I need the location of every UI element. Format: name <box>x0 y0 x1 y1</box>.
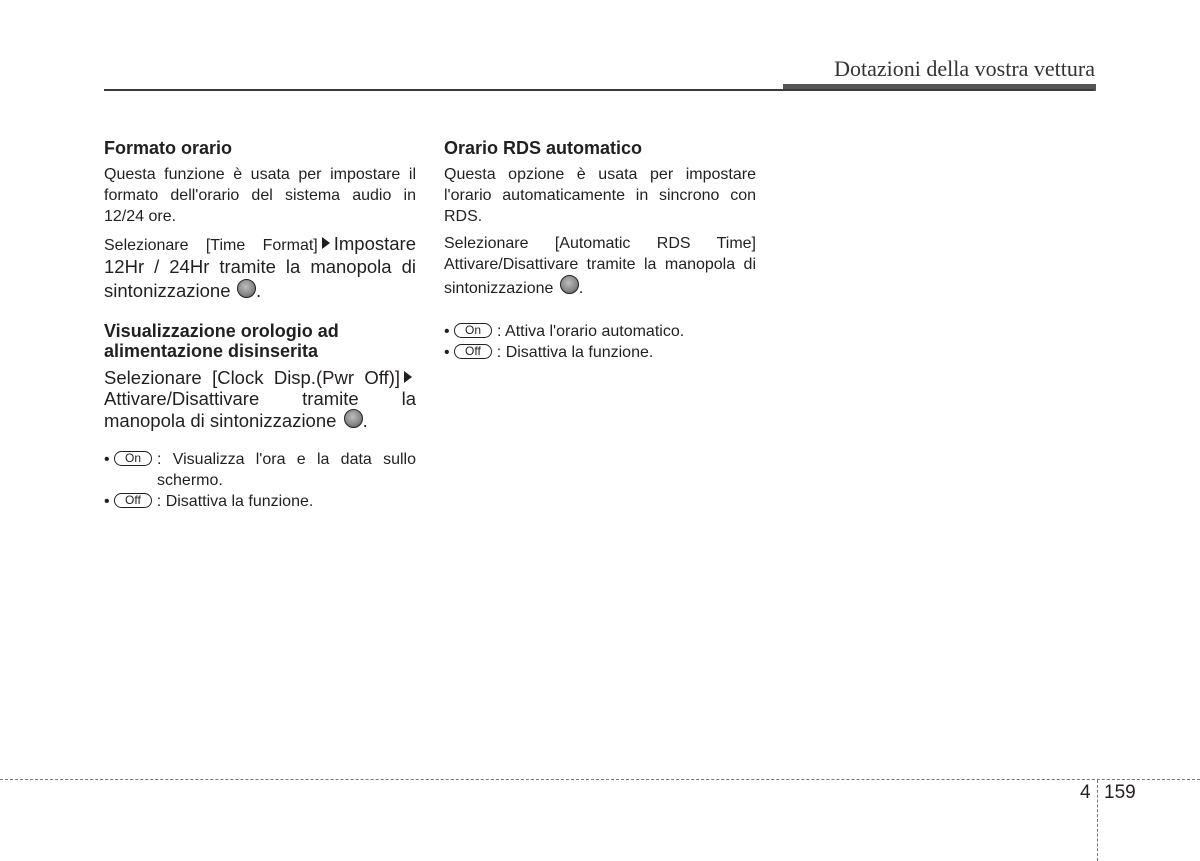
list-item: • Off : Disattiva la funzione. <box>444 342 756 363</box>
page-number: 159 <box>1104 782 1136 803</box>
arrow-right-icon <box>404 371 412 383</box>
option-text: : Visualizza l'ora e la data sullo schermo. <box>157 451 416 489</box>
select-instruction <box>104 367 416 431</box>
select-action: Impostare 12Hr / 24Hr tramite la manopola di sintonizzazione <box>104 233 416 301</box>
tuning-knob-icon <box>344 409 363 428</box>
select-prefix: Selezionare [Clock Disp.(Pwr Off)] <box>104 367 400 388</box>
section-description: Questa opzione è usata per impostare l'orario automaticamente in sincrono con RDS. <box>444 166 756 225</box>
on-button-icon: On <box>454 323 492 338</box>
option-list <box>444 321 756 363</box>
select-prefix: Selezionare [Time Format] <box>104 237 318 254</box>
option-text: : Disattiva la funzione. <box>496 344 654 361</box>
period: . <box>255 280 262 301</box>
list-item: • On : Attiva l'orario automatico. <box>444 321 756 342</box>
section-heading-time-format: Formato orario <box>104 138 233 158</box>
list-item: • On : Visualizza l'ora e la data sullo schermo. <box>104 451 416 489</box>
off-button-icon: Off <box>114 493 152 508</box>
section-heading-rds-time: Orario RDS automatico <box>444 138 643 158</box>
arrow-right-icon <box>322 237 330 249</box>
option-text: : Attiva l'orario automatico. <box>497 323 685 340</box>
header-rule <box>104 89 1094 91</box>
list-item: • Off : Disattiva la funzione. <box>104 491 416 512</box>
footer-divider <box>1097 780 1098 861</box>
section-description: Questa funzione è usata per impostare il formato dell'orario del sistema audio in 12/24 ore. <box>104 166 416 225</box>
section-heading-clock-display: Visualizzazione orologio ad alimentazione disinserita <box>104 321 339 361</box>
select-instruction <box>104 233 416 303</box>
select-instruction <box>444 233 756 299</box>
tuning-knob-icon <box>560 275 579 294</box>
chapter-number: 4 <box>1080 782 1091 803</box>
period: . <box>578 280 584 297</box>
running-header-title: Dotazioni della vostra vettura <box>834 56 1095 81</box>
left-column <box>104 138 416 512</box>
tuning-knob-icon <box>237 279 256 298</box>
option-text: : Disattiva la funzione. <box>156 493 314 510</box>
select-action: Attivare/Disattivare tramite la manopola di sintonizzazione <box>104 388 416 431</box>
footer-rule <box>0 779 1200 780</box>
period: . <box>362 410 368 431</box>
on-button-icon: On <box>114 451 152 466</box>
right-column <box>444 138 756 363</box>
off-button-icon: Off <box>454 344 492 359</box>
select-text: Selezionare [Automatic RDS Time] Attivare/Disattivare tramite la manopola di sintonizzazione <box>444 235 756 297</box>
option-list <box>104 449 416 512</box>
